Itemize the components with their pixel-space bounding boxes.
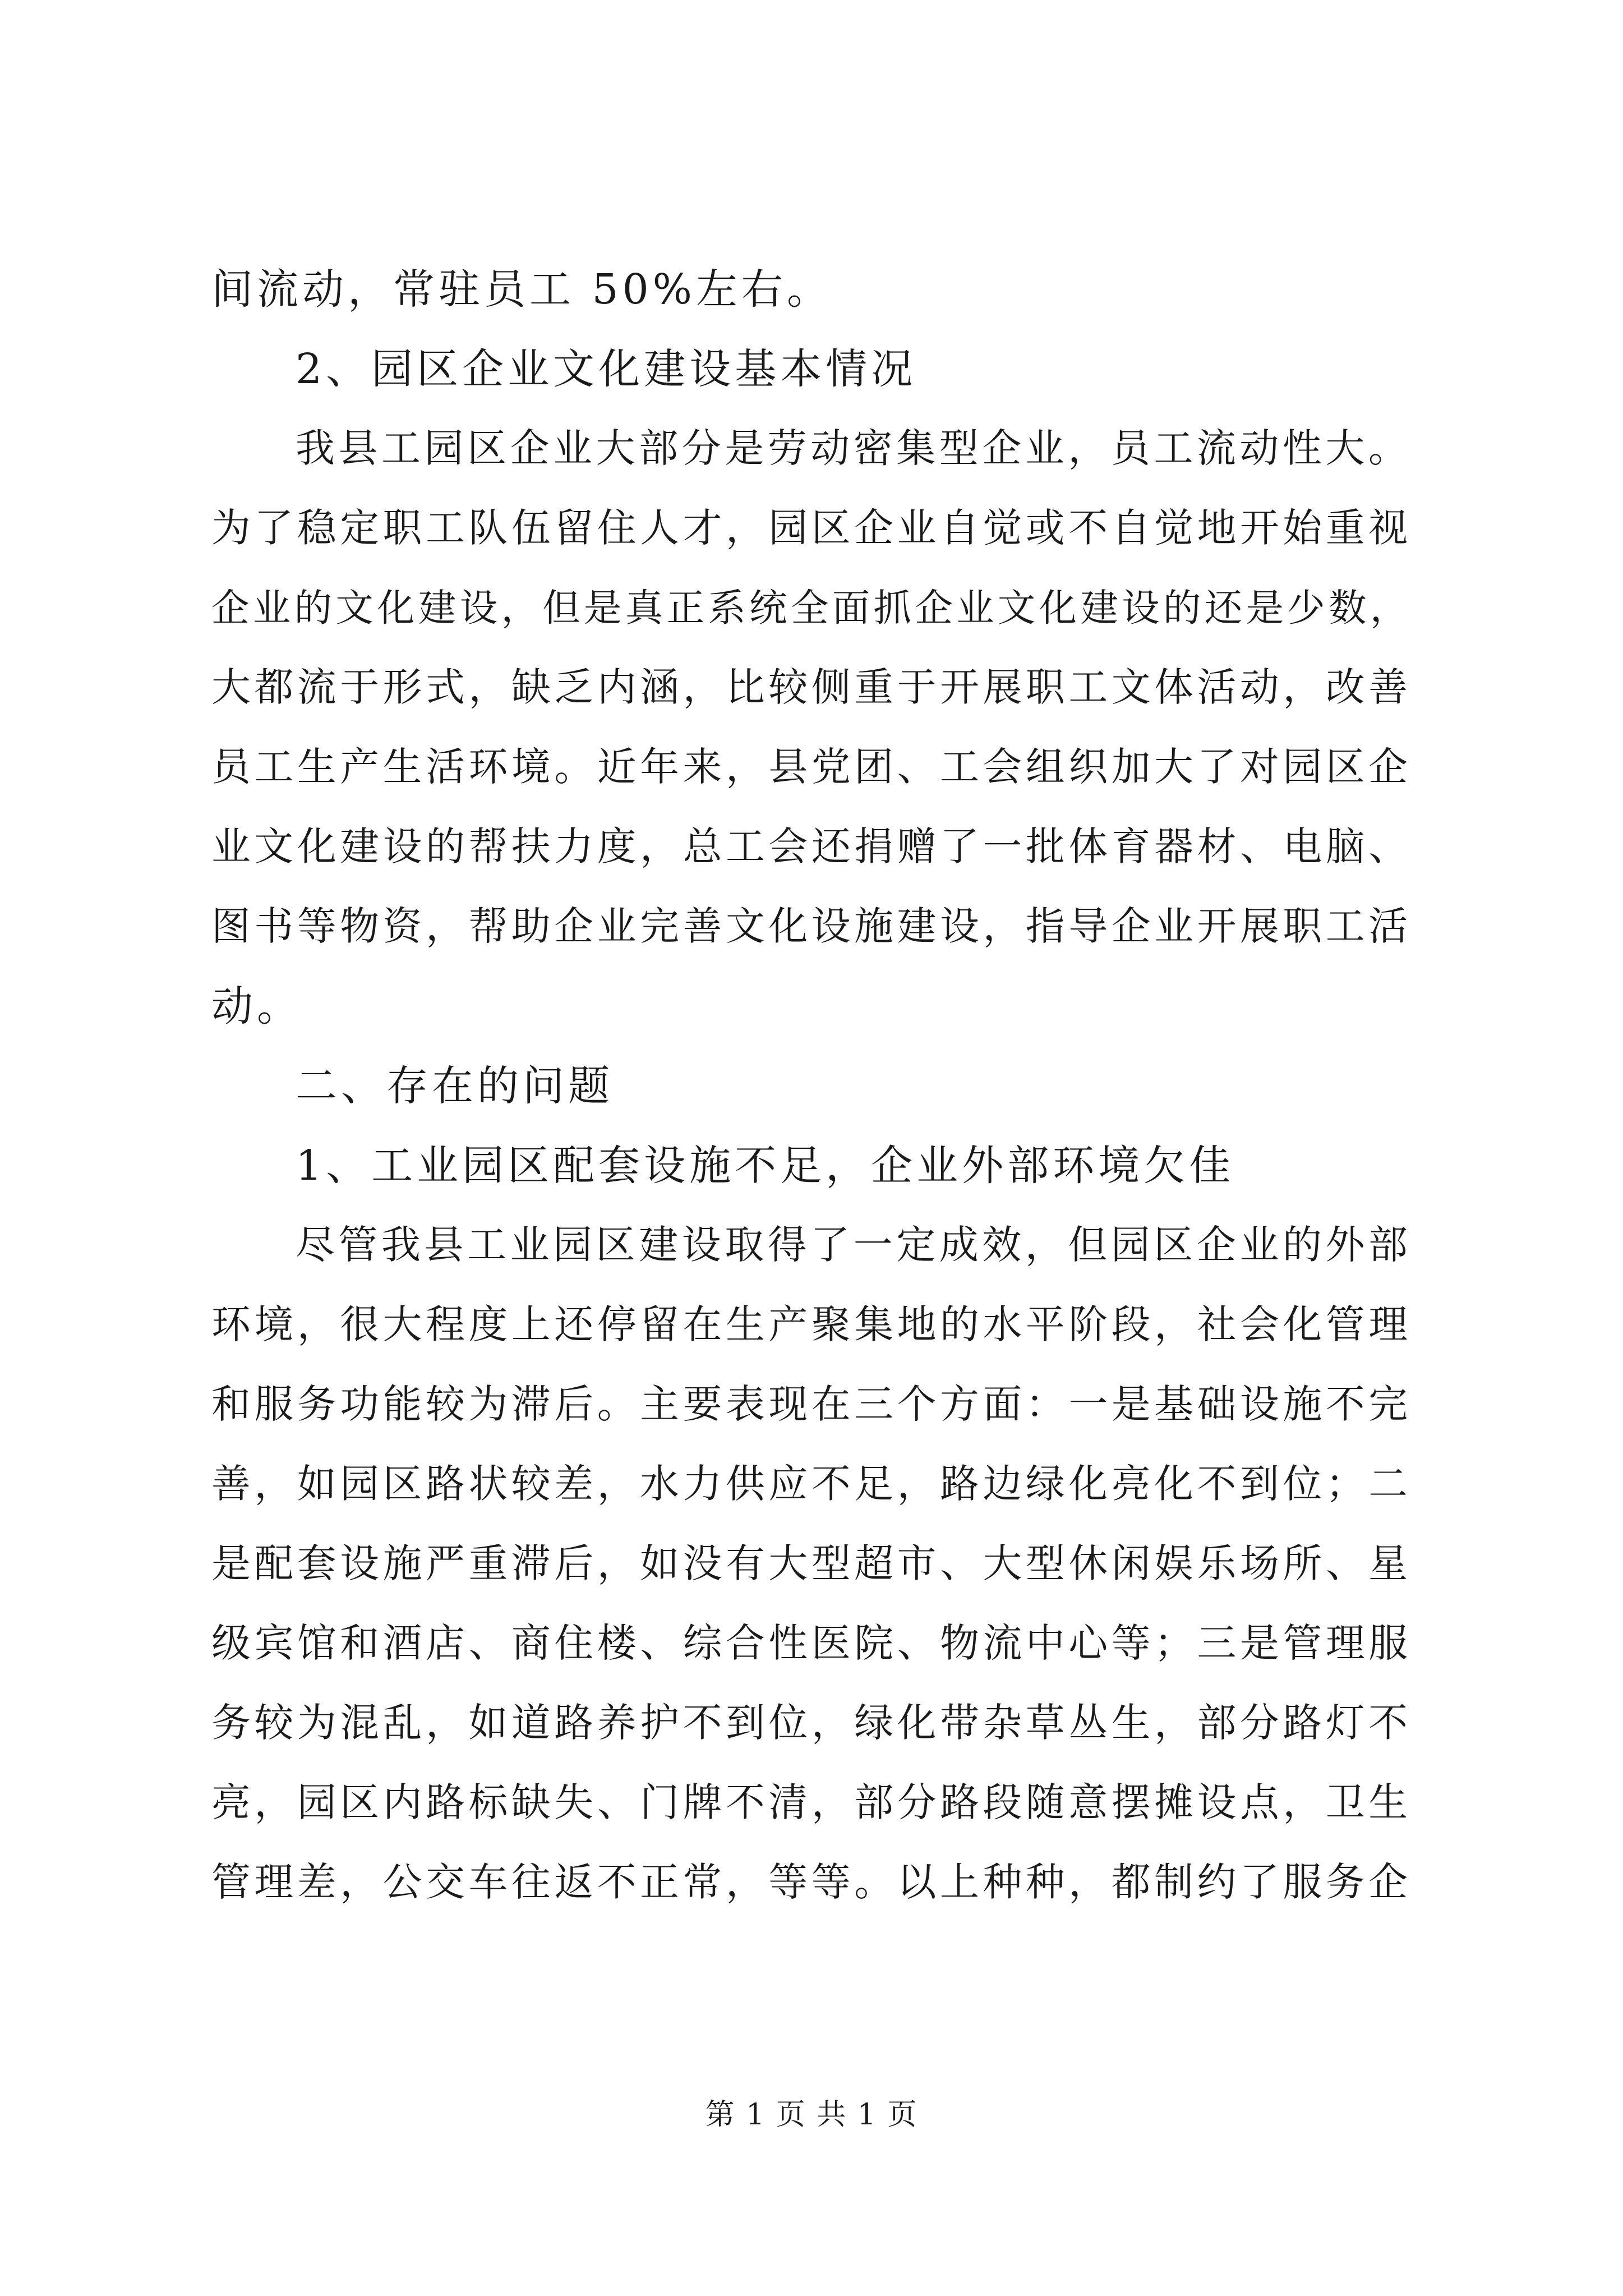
text-line: 亮，园区内路标缺失、门牌不清，部分路段随意摆摊设点，卫生 <box>211 1780 1412 1825</box>
text-line: 图书等物资，帮助企业完善文化设施建设，指导企业开展职工活 <box>211 904 1412 949</box>
text-line: 员工生产生活环境。近年来，县党团、工会组织加大了对园区企 <box>211 744 1412 790</box>
text-line: 动。 <box>211 982 302 1030</box>
text-line: 尽管我县工业园区建设取得了一定成效，但园区企业的外部 <box>296 1222 1412 1268</box>
document-body <box>211 250 1412 1922</box>
text-line: 为了稳定职工队伍留住人才，园区企业自觉或不自觉地开始重视 <box>211 505 1412 551</box>
text-line: 善，如园区路状较差，水力供应不足，路边绿化亮化不到位；二 <box>211 1461 1412 1507</box>
text-line: 我县工园区企业大部分是劳动密集型企业，员工流动性大。 <box>296 426 1412 471</box>
text-line: 是配套设施严重滞后，如没有大型超市、大型休闲娱乐场所、星 <box>211 1541 1412 1586</box>
text-line: 1、工业园区配套设施不足，企业外部环境欠佳 <box>296 1142 1235 1190</box>
page-footer: 第 1 页 共 1 页 <box>705 2098 918 2132</box>
text-line: 和服务功能较为滞后。主要表现在三个方面：一是基础设施不完 <box>211 1382 1412 1427</box>
text-line: 环境，很大程度上还停留在生产聚集地的水平阶段，社会化管理 <box>211 1302 1412 1347</box>
text-line: 务较为混乱，如道路养护不到位，绿化带杂草丛生，部分路灯不 <box>211 1700 1412 1746</box>
text-line: 业文化建设的帮扶力度，总工会还捐赠了一批体育器材、电脑、 <box>211 824 1412 869</box>
text-line: 企业的文化建设，但是真正系统全面抓企业文化建设的还是少数， <box>211 586 1412 630</box>
text-line: 间流动，常驻员工 50%左右。 <box>211 265 832 314</box>
text-line: 大都流于形式，缺乏内涵，比较侧重于开展职工文体活动，改善 <box>211 665 1412 710</box>
text-line: 管理差，公交车往返不正常，等等。以上种种，都制约了服务企 <box>211 1860 1412 1905</box>
text-line: 二、存在的问题 <box>296 1062 614 1110</box>
text-line: 级宾馆和酒店、商住楼、综合性医院、物流中心等；三是管理服 <box>211 1621 1412 1666</box>
text-line: 2、园区企业文化建设基本情况 <box>296 345 917 393</box>
